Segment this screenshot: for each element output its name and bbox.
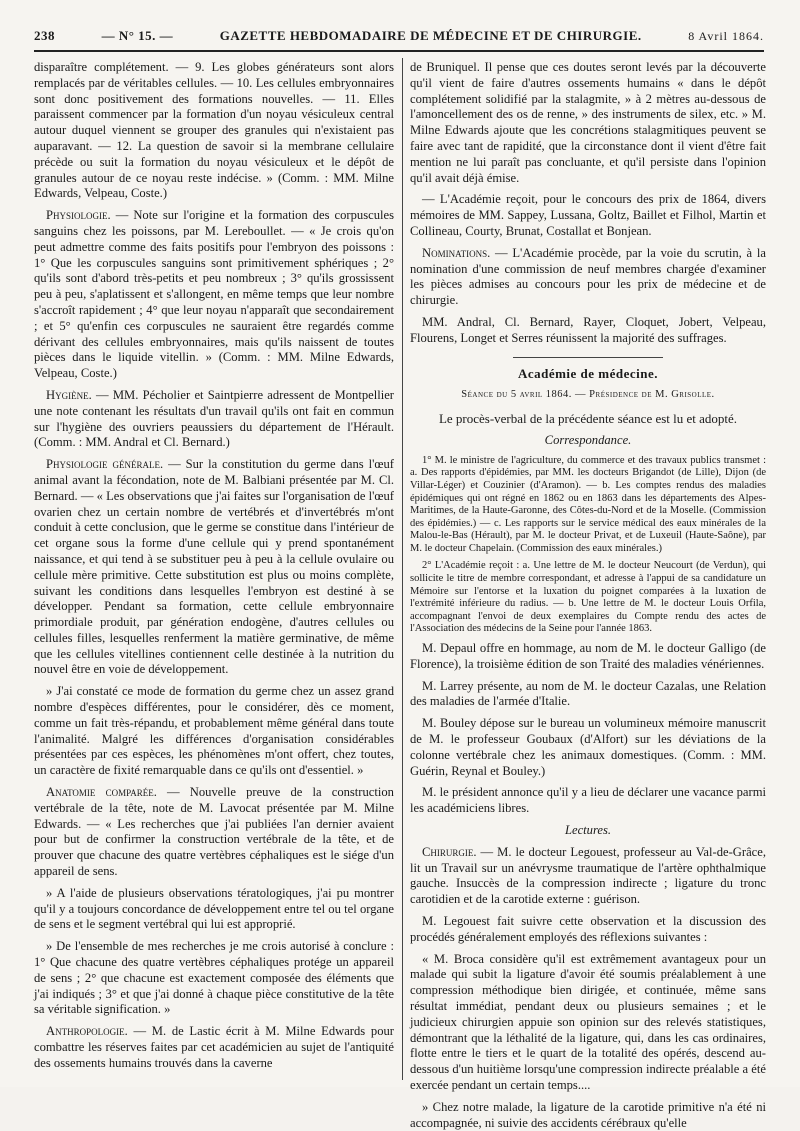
subsection-title: Correspondance. xyxy=(544,432,632,447)
issue-date: 8 Avril 1864. xyxy=(688,28,764,43)
seance-line: Séance du 5 avril 1864. — Présidence de M. Grisolle. xyxy=(461,389,715,401)
section-rule xyxy=(513,357,663,358)
page-header xyxy=(34,24,764,48)
paragraph: Chirurgie. — M. le docteur Legouest, professeur au Val-de-Grâce, lit un Travail sur un anévrysme traumatique de l'artère ophthalmique gauche. Insuccès de la compression indirecte ; ligature du tronc carotidien et de la carotide externe : guérison. xyxy=(410,844,766,907)
paragraph: Nominations. — L'Académie procède, par la voie du scrutin, à la nomination d'une commission de neuf membres chargée d'examiner les pièces admises au concours pour les prix de médecine et de chirurgie. xyxy=(410,245,766,308)
paragraph: M. Depaul offre en hommage, au nom de M. le docteur Galligo (de Florence), la troisième édition de son Traité des maladies vénériennes. xyxy=(410,641,766,671)
paragraph: Physiologie. — Note sur l'origine et la formation des corpuscules sanguins chez les poissons, par M. Lereboullet. — « Je crois qu'on peut admettre comme des faits positifs pour l'embryon des poissons : 1° Que les corpuscules sanguins sont primitivement sphériques ; 2° qu'ils sont d'abord très-petits et peu nombreux ; 3° qu'ils grossissent peu à peu, s'aplatissent et s'allongent, en même temps que leur nombre s'accroît rapidement ; 4° que leur noyau n'apparaît que secondairement ; et 5° qu'enfin ces corpuscules ne sauraient être regardés comme dérivant des cellules embryonnaires, mais qu'ils naissent de toutes pièces dans le liquide vitellin. » (Comm. : MM. Milne Edwards, Velpeau, Coste.) xyxy=(34,208,394,381)
header-rule xyxy=(34,50,764,52)
section-title: Académie de médecine. xyxy=(517,365,659,381)
column-divider xyxy=(402,58,403,1080)
paragraph: M. Larrey présente, au nom de M. le docteur Cazalas, une Relation des maladies de l'armée d'Italie. xyxy=(410,678,766,709)
paragraph: Anatomie comparée. — Nouvelle preuve de la construction vertébrale de la tête, note de M. Lavocat présentée par M. Milne Edwards. — « Les recherches que j'ai publiées l'an dernier avaient pour but de confirmer la construction vertébrale de la tête, et de prouver que chacune des quatre vertèbres céphaliques est le siége d'un appareil de sens. xyxy=(34,785,394,879)
rubric: Hygiène. xyxy=(46,387,92,402)
paragraph: M. Bouley dépose sur le bureau un volumineux mémoire manuscrit de M. le professeur Goubaux (d'Alfort) sur les déviations de la colonne vertébrale chez les animaux domestiques. (Comm. : MM. Guérin, Reynal et Bouley.) xyxy=(410,716,766,778)
small-paragraph: 2° L'Académie reçoit : a. Une lettre de M. le docteur Neucourt (de Verdun), qui sollicite le titre de membre correspondant, et adresse à l'appui de sa candidature un Mémoire sur l'entorse et la luxation du poignet comparées à la luxation de l'extrémité inférieure du radius. — b. Une lettre de M. le docteur Louis Orfila, accompagnant l'envoi de deux exemplaires du Compte rendu des actes de l'Association des médecins de la Seine pour l'année 1863. xyxy=(410,560,766,635)
subsection-title: Lectures. xyxy=(564,823,612,838)
page-number: 238 xyxy=(34,28,55,43)
rubric: Anthropologie. xyxy=(46,1024,128,1039)
proces-verbal: Le procès-verbal de la précédente séance est lu et adopté. xyxy=(438,411,738,427)
rubric: Nominations. xyxy=(422,245,491,260)
paragraph: » A l'aide de plusieurs observations tératologiques, j'ai pu montrer qu'il y a toujours concordance de développement entre tel ou tel organe de sens et le segment vertébral qui lui est approprié. xyxy=(34,885,394,932)
journal-title: GAZETTE HEBDOMADAIRE DE MÉDECINE ET DE CHIRURGIE. xyxy=(219,28,642,43)
paragraph: Physiologie générale. — Sur la constitution du germe dans l'œuf animal avant la fécondation, note de M. Balbiani présentée par M. Cl. Bernard. — « Les observations que j'ai faites sur l'organisation de l'œuf ovarien chez un certain nombre de vertébrés et d'invertébrés m'ont conduit à cette conclusion, que le germe se constitue dans l'intérieur de cet organe sous la forme d'une cellule qui y prend spontanément naissance, et qui tend à se substituer peu à peu à la cellule ovulaire ou cellule mère primitive. Cette substitution est plus ou moins complète, suivant les conditions dans lesquelles l'embryon est destiné à se développer. Pendant sa formation, cette cellule embryonnaire primordiale produit, par génération endogène, d'autres cellules ou cellules filles, lesquelles renferment la matière germinative, de même que les cellules vitellines contiennent celle destinée à la nutrition du nouvel être en voie de développement. xyxy=(34,457,394,677)
rubric: Physiologie générale. xyxy=(46,457,164,472)
rubric: Physiologie. xyxy=(46,208,111,223)
paragraph: Anthropologie. — M. de Lastic écrit à M. Milne Edwards pour combattre les réserves faites par cet académicien au sujet de l'antiquité des ossements humains trouvés dans la caverne xyxy=(34,1024,394,1070)
paragraph: « M. Broca considère qu'il est extrêmement avantageux pour un malade qui subit la ligature d'avoir été soumis préalablement à une compression méthodique bien dirigée, et continuée, même sans résultat immédiat, pendant deux ou plusieurs semaines ; et le judicieux chirurgien appuie son opinion sur des relevés statistiques, démontrant que la léthalité de la ligature, qui, dans les cas ordinaires, flotte entre le tiers et le quart de la totalité des opérés, descend au-dessous d'un huitième lorsqu'une compression indirecte préalable a été exercée pendant un certain temps.... xyxy=(410,951,766,1092)
right-column xyxy=(410,60,766,1130)
paragraph: M. le président annonce qu'il y a lieu de déclarer une vacance parmi les académiciens libres. xyxy=(410,785,766,816)
paragraph: Hygiène. — MM. Pécholier et Saintpierre adressent de Montpellier une note contenant les résultats d'un travail qu'ils ont fait en commun sur l'hygiène des ouvriers peaussiers du département de l'Hérault. (Comm. : MM. Andral et Cl. Bernard.) xyxy=(34,387,394,450)
issue-number: — N° 15. — xyxy=(101,28,174,43)
rubric: Anatomie comparée. xyxy=(46,785,157,800)
paragraph: » Chez notre malade, la ligature de la carotide primitive n'a été ni accompagnée, ni suivie des accidents cérébraux qu'elle xyxy=(410,1099,766,1130)
paragraph: de Bruniquel. Il pense que ces doutes seront levés par la découverte qu'il vient de faire d'autres ossements humains « dans le dépôt complétement solidifié par la stalagmite, » à 2 mètres au-dessous de l'amoncellement des os de renne, » des instruments de silex, etc. » M. Milne Edwards ajoute que les concrétions stalagmitiques peuvent se faire avec tant de rapidité, que la circonstance dont il vient d'être fait mention ne lui paraît pas concluante, et qu'il persiste dans l'opinion qu'il avait déjà émise. xyxy=(410,60,766,185)
paragraph: — L'Académie reçoit, pour le concours des prix de 1864, divers mémoires de MM. Sappey, Lussana, Goltz, Baillet et Filhol, Martin et Collineau, Courty, Brunat, Costallat et Bonjean. xyxy=(410,192,766,238)
paragraph: » De l'ensemble de mes recherches je me crois autorisé à conclure : 1° Que chacune des quatre vertèbres céphaliques protége un appareil de sens ; 2° que chacune est exactement composée des éléments que j'ai indiqués ; 3° et que j'ai donné à chaque pièce constitutive de la tête sa véritable signification. » xyxy=(34,939,394,1017)
paragraph: » J'ai constaté ce mode de formation du germe chez un assez grand nombre d'espèces différentes, pour le considérer, dès ce moment, comme un fait très-répandu, et probablement même général dans toute l'animalité. Malgré les différences d'organisation considérables présentées par ces espèces, les phénomènes m'ont offert, chez toutes, un caractère de fixité remarquable dans ce qu'ils ont d'essentiel. » xyxy=(34,684,394,778)
paragraph: M. Legouest fait suivre cette observation et la discussion des procédés généralement employés des réflexions suivantes : xyxy=(410,914,766,944)
rubric: Chirurgie. xyxy=(422,844,477,859)
small-paragraph: 1° M. le ministre de l'agriculture, du commerce et des travaux publics transmet : a. Des rapports d'épidémies, par MM. les docteurs Brigandot (de Lille), Dijon (de Villar-Léger) et Couzinier (d'Aramon). — b. Les comptes rendus des maladies épidémiques qui ont régné en 1862 ou en 1863 dans les départements des Alpes-Maritimes, de la Haute-Garonne, des Côtes-du-Nord et de la Moselle. (Commission des épidémies.) — c. Les rapports sur le service médical des eaux minérales de la Malou-le-Bas (Hérault), par M. le docteur Privat, et de Luxeuil (Haute-Saône), par M. le docteur Chapelain. (Commission des eaux minérales.) xyxy=(410,454,766,554)
left-column xyxy=(34,60,394,1080)
paragraph: MM. Andral, Cl. Bernard, Rayer, Cloquet, Jobert, Velpeau, Flourens, Longet et Serres réunissent la majorité des suffrages. xyxy=(410,314,766,345)
paragraph: disparaître complétement. — 9. Les globes générateurs sont alors remplacés par de véritables cellules. — 10. Les cellules embryonnaires sont donc positivement des formations nouvelles. — 11. Elles paraissent commencer par la formation d'un noyau vésiculeux central autour duquel viennent se grouper des granules qui n'existaient pas auparavant. — 12. La question de savoir si la membrane cellulaire précède ou suit la formation du noyau vésiculeux et le dépôt de granules autour de ce noyau reste indécise. » (Comm. : MM. Milne Edwards, Velpeau, Coste.) xyxy=(34,60,394,201)
